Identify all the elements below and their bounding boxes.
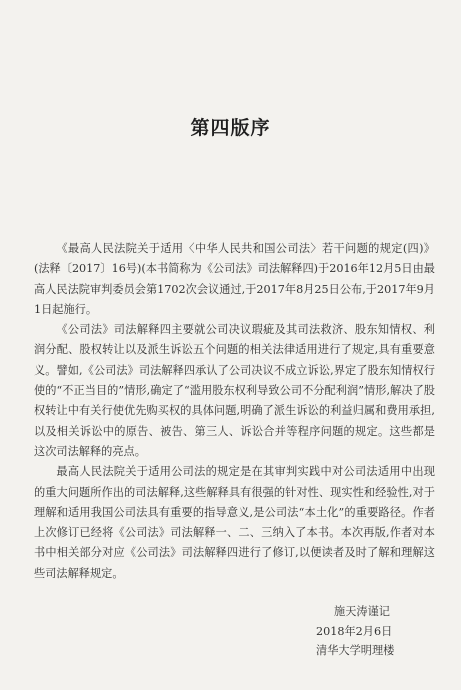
signature-author: 施天涛谨记 bbox=[334, 605, 390, 618]
signature-block bbox=[316, 602, 394, 661]
signature-date: 2018年2月6日 bbox=[316, 624, 393, 638]
preface-title: 第四版序 bbox=[190, 117, 271, 139]
paragraph-3: 最高人民法院关于适用公司法的规定是在其审判实践中对公司法适用中出现的重大问题所作出的司法解释,这些解释具有很强的针对性、现实性和经验性,对于理解和适用我国公司法具有重要的指导意义,是公司法“本土化”的重要路径。作者上次修订已经将《公司法》司法解释一、二、三纳入了本书。本次再版,作者对本书中相关部分对应《公司法》司法解释四进行了修订,以便读者及时了解和理解这些司法解释规定。 bbox=[34, 465, 435, 580]
preface-body bbox=[34, 239, 435, 584]
signature-place: 清华大学明理楼 bbox=[316, 644, 395, 657]
paragraph-1: 《最高人民法院关于适用〈中华人民共和国公司法〉若干问题的规定(四)》(法释〔2017〕16号)(本书简称为《公司法》司法解释四)于2016年12月5日由最高人民法院审判委员会第1702次会议通过,于2017年8月25日公布,于2017年9月1日起施行。 bbox=[34, 242, 435, 316]
paragraph-2: 《公司法》司法解释四主要就公司决议瑕疵及其司法救济、股东知情权、利润分配、股权转让以及派生诉讼五个问题的相关法律适用进行了规定,具有重要意义。譬如,《公司法》司法解释四承认了公司决议不成立诉讼,界定了股东知情权行使的“不正当目的”情形,确定了“滥用股东权利导致公司不分配利润”情形,解决了股权转让中有关行使优先购买权的具体问题,明确了派生诉讼的利益归属和费用承担,以及相关诉讼中的原告、被告、第三人、诉讼合并等程序问题的规定。这些都是这次司法解释的亮点。 bbox=[34, 323, 435, 458]
